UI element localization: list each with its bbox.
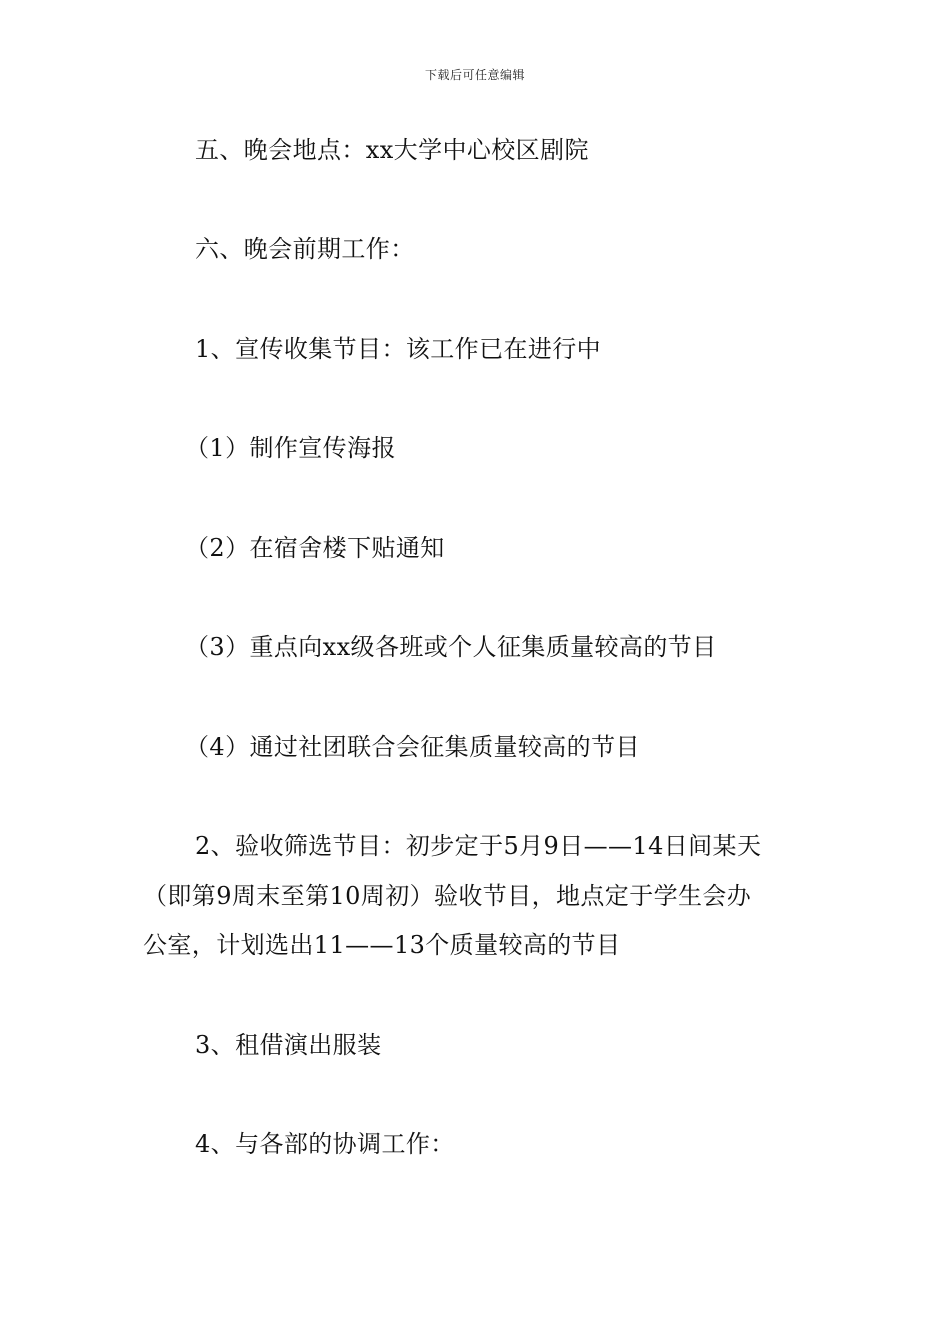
subitem-1-poster: （1）制作宣传海报 <box>185 434 396 462</box>
item-2-screening-line-3: 公室，计划选出11——13个质量较高的节目 <box>143 931 621 959</box>
subitem-3-class-collection: （3）重点向xx级各班或个人征集质量较高的节目 <box>185 633 717 661</box>
subitem-2-notice: （2）在宿舍楼下贴通知 <box>185 534 445 562</box>
section-five-venue: 五、晚会地点：xx大学中心校区剧院 <box>195 136 589 164</box>
section-six-preparation: 六、晚会前期工作： <box>195 235 415 263</box>
item-2-screening-line-2: （即第9周末至第10周初）验收节目，地点定于学生会办 <box>143 882 752 910</box>
header-note: 下载后可任意编辑 <box>424 68 525 82</box>
item-4-coordination: 4、与各部的协调工作： <box>195 1130 455 1158</box>
subitem-4-club-collection: （4）通过社团联合会征集质量较高的节目 <box>185 733 640 761</box>
item-3-costumes: 3、租借演出服装 <box>195 1031 382 1059</box>
item-1-publicity: 1、宣传收集节目：该工作已在进行中 <box>195 335 602 363</box>
item-2-screening-line-1: 2、验收筛选节目：初步定于5月9日——14日间某天 <box>195 832 762 860</box>
